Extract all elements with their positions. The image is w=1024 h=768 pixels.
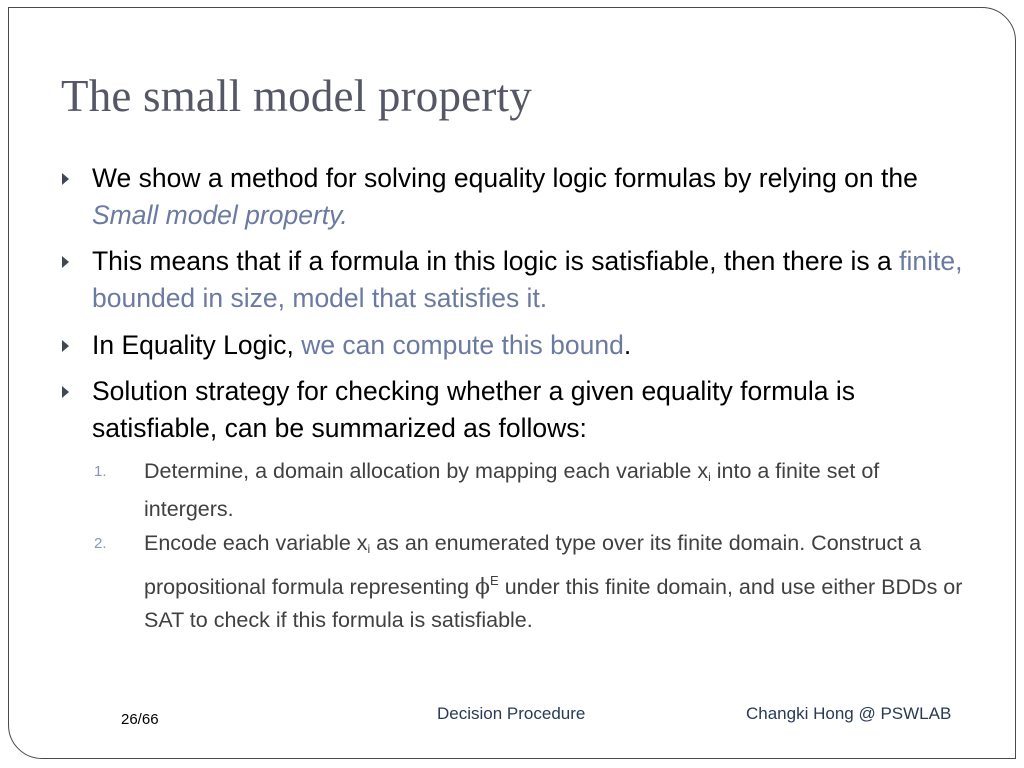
phi-symbol: ϕ [475, 575, 491, 600]
triangle-bullet-icon [62, 173, 69, 185]
triangle-bullet-icon [62, 340, 69, 352]
bullet-accent-text: finite, bounded in size, model that satisfies it. [92, 246, 963, 313]
numbered-subitem [94, 527, 974, 636]
triangle-bullet-icon [62, 256, 69, 268]
page-number: 26/66 [121, 711, 159, 728]
footer-center-text: Decision Procedure [437, 704, 586, 723]
bullet-text: We show a method for solving equality logic formulas by relying on the [92, 163, 918, 193]
subitem-text-cont: as an enumerated type over its finite domain. Construct a propositional formula representing [144, 531, 922, 599]
bullet-text: This means that if a formula in this logic is satisfiable, then there is a [92, 246, 900, 276]
subitem-text: Encode each variable x [144, 531, 368, 555]
slide-title: The small model property [61, 71, 532, 121]
bullet-text: In Equality Logic, [92, 330, 302, 360]
bullet-accent-text: we can compute this bound [301, 330, 624, 360]
bullet-accent-text: Small model property. [92, 200, 348, 230]
triangle-bullet-icon [62, 386, 69, 398]
bullet-text-end: . [623, 330, 632, 360]
subitem-text-end: under this finite domain, and use either BDDs or SAT to check if this formula is satisfiable. [144, 575, 963, 632]
superscript-e: E [490, 573, 499, 588]
bullet-item [92, 327, 972, 364]
bullet-item [92, 160, 972, 234]
footer-author-text: Changki Hong @ PSWLAB [746, 704, 952, 723]
bullet-item [92, 243, 972, 317]
subitem-text-cont: into a finite set of intergers. [144, 459, 880, 521]
numbered-subitem [94, 455, 974, 525]
subitem-text: Determine, a domain allocation by mapping each variable x [144, 459, 709, 483]
subscript-i: i [367, 542, 371, 556]
subitem-number: 2. [94, 535, 107, 552]
bullet-item [92, 373, 972, 447]
subscript-i: i [708, 470, 711, 484]
subitem-number: 1. [94, 463, 107, 480]
bullet-text: Solution strategy for checking whether a given equality formula is satisfiable, can be summarized as follows: [92, 376, 856, 443]
